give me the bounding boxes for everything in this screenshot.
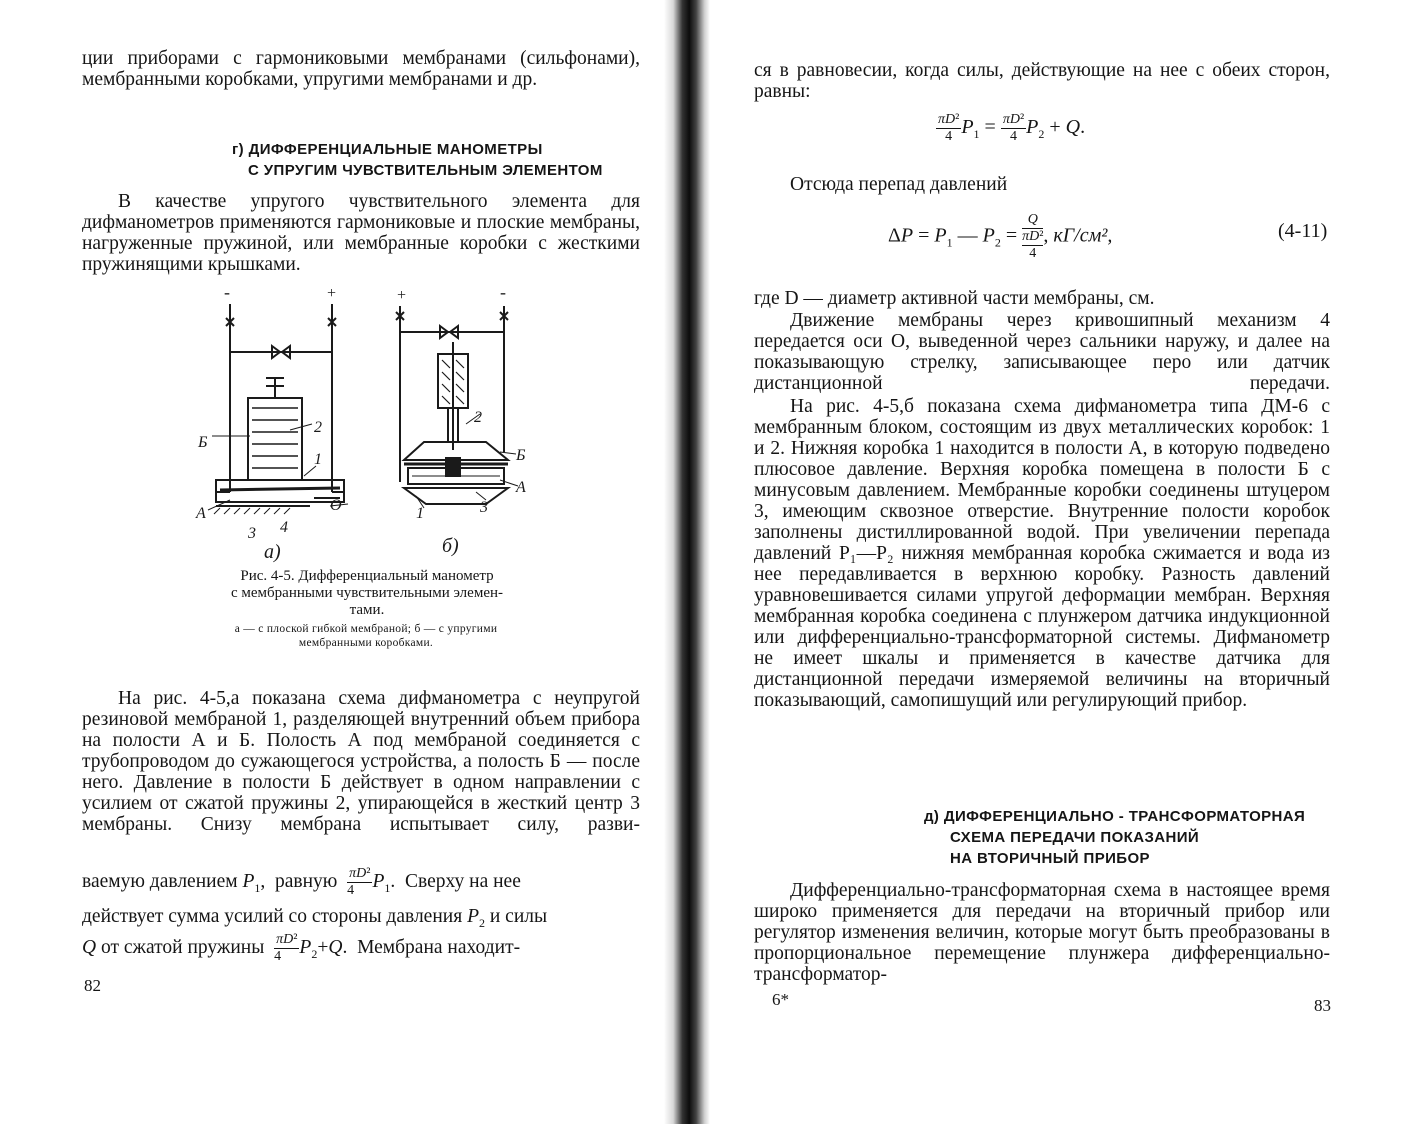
fig-a-label-3: 3 bbox=[248, 525, 256, 542]
fig-a-minus-sign: - bbox=[224, 282, 230, 302]
figure-subcaption-line1: а — с плоской гибкой мембраной; б — с упругими bbox=[234, 623, 498, 635]
equation-force-balance: $\frac{\text{πD²}}{4}$ $P_1$ = $\frac{\text{πD²}}{4}$ $P_2 + Q$. bbox=[938, 112, 1086, 144]
text-fragment: действует сумма усилий со стороны давления bbox=[82, 906, 463, 927]
section-d-heading-line2: СХЕМА ПЕРЕДАЧИ ПОКАЗАНИЙ bbox=[950, 829, 1200, 846]
figure-caption bbox=[170, 568, 564, 619]
fig-a-label-A: А bbox=[196, 505, 206, 522]
left-intro-text: ции приборами с гармониковыми мембранами (сильфонами), мембранными коробками, упругими мембранами и др. bbox=[82, 48, 640, 90]
fig-a-label-B: Б bbox=[198, 434, 208, 451]
fig-b-label-2: 2 bbox=[474, 409, 482, 426]
fig-a-plus-sign: + bbox=[326, 285, 337, 302]
fig-a-label-2: 2 bbox=[314, 419, 322, 436]
left-formula-line-b: действует сумма усилий со стороны давления $P_2$ и силы bbox=[82, 906, 548, 930]
left-formula-line-c: Q от сжатой пружины $\frac{\text{πD²}}{4}$ $P_2+Q$. Мембрана находит- bbox=[82, 932, 521, 964]
section-g-heading-line1: г) ДИФФЕРЕНЦИАЛЬНЫЕ МАНОМЕТРЫ bbox=[232, 141, 543, 158]
left-page bbox=[0, 0, 668, 1124]
figure-subcaption-line2: мембранными коробками. bbox=[298, 637, 434, 649]
fig-label-a: а) bbox=[264, 541, 281, 563]
signature-mark: 6* bbox=[772, 990, 789, 1009]
text-fragment: и силы bbox=[489, 906, 548, 927]
text-fragment: Сверху на нее bbox=[405, 870, 521, 892]
fig-label-b: б) bbox=[442, 535, 459, 557]
right-paragraph-2: На рис. 4-5,б показана схема дифманометра типа ДМ-6 с мембранным блоком, состоящим из двух металлических коробок: 1 и 2. Нижняя коробка 1 находится в полости А, в которую подведено плюсовое давление. Верхняя коробка помещена в полости Б с минусовым давлением. Мембранные коробки соединены штуцером 3, имеющим сквозное отверстие. Внутренние полости коробок заполнены дистиллированной водой. При увеличении перепада давлений P₁—P₂ нижняя мембранная коробка сжимается и вода из нее передавливается в верхнюю коробку. Разность давлений уравновешивается силами упругой деформации мембран. Верхняя мембранная коробка соединена с плунжером датчика индукционной или дифференциально-трансформаторной системы. Дифманометр не имеет шкалы и применяется в качестве датчика для дистанционной передачи измеряемой величины на вторичный показывающий, самопишущий или регулирующий прибор. bbox=[754, 396, 1330, 711]
fraction-piD2-over-4: $\frac{\text{πD²}}{4}$ bbox=[347, 866, 371, 898]
fig-b-label-B: Б bbox=[516, 447, 526, 464]
right-intro-text: ся в равновесии, когда силы, действующие на нее с обеих сторон, равны: bbox=[754, 60, 1330, 102]
equation-4-11: $\Delta P = P_1$ — $P_2$ = Q πD² 4 , кГ/см², bbox=[888, 212, 1113, 261]
fig-a-label-O: О bbox=[330, 497, 342, 514]
left-paragraph-1: В качестве упругого чувствительного элемента для дифманометров применяются гармониковые и плоские мембраны, нагруженные пружиной, или мембранные коробки с жесткими пружинящими крышками. bbox=[82, 191, 640, 275]
text-fragment: равную bbox=[275, 870, 338, 892]
left-paragraph-2: На рис. 4-5,а показана схема дифманометра с неупругой резиновой мембраной 1, разделяющей внутренний объем прибора на полости А и Б. Полость А под мембраной соединяется с трубопроводом до сужающегося устройства, а полость Б — после него. Давление в полости Б действует в одном направлении с усилием от сжатой пружины 2, упирающейся в жесткий центр 3 мембраны. Снизу мембрана испытывает силу, разви- bbox=[82, 688, 640, 835]
text-fragment: Мембрана находит- bbox=[357, 936, 521, 958]
fig-a-label-1: 1 bbox=[314, 451, 322, 468]
section-d-heading-line1: д) ДИФФЕРЕНЦИАЛЬНО - ТРАНСФОРМАТОРНАЯ bbox=[924, 808, 1306, 825]
page-number-right: 83 bbox=[1314, 996, 1331, 1015]
formula-units: кГ/см², bbox=[1053, 224, 1113, 247]
text-fragment: ваемую давлением bbox=[82, 870, 238, 892]
figure-caption-line3: тами. bbox=[349, 602, 385, 618]
section-g-heading-line2: С УПРУГИМ ЧУВСТВИТЕЛЬНЫМ ЭЛЕМЕНТОМ bbox=[248, 162, 603, 179]
page-number-left: 82 bbox=[84, 976, 101, 995]
right-page bbox=[700, 0, 1414, 1124]
section-d-heading-line3: НА ВТОРИЧНЫЙ ПРИБОР bbox=[950, 850, 1150, 867]
fig-b-label-A: А bbox=[516, 479, 526, 496]
fraction-piD2-over-4: $\frac{\text{πD²}}{4}$ bbox=[274, 932, 298, 964]
text-fragment: от сжатой пружины bbox=[100, 936, 265, 958]
right-paragraph-1: Движение мембраны через кривошипный механизм 4 передается оси О, выведенной через сальники наружу, и далее на показывающую стрелку, записывающее перо или датчик дистанционной передачи. bbox=[754, 310, 1330, 394]
figure-4-5 bbox=[190, 282, 540, 564]
left-formula-line-a: ваемую давлением $P_1$, равную $\frac{\text{πD²}}{4}$ $P_1$. Сверху на нее bbox=[82, 866, 521, 898]
right-paragraph-3: Дифференциально-трансформаторная схема в настоящее время широко применяется для передачи на вторичный прибор или регулятор изменения величин, которые могут быть преобразованы в пропорциональное перемещение плунжера дифференциально-трансформатор- bbox=[754, 880, 1330, 985]
fig-b-label-1: 1 bbox=[416, 505, 424, 522]
figure-caption-line1: Рис. 4-5. Дифференциальный манометр bbox=[240, 568, 494, 584]
equation-number: (4-11) bbox=[1278, 220, 1328, 242]
fig-b-label-3: 3 bbox=[480, 499, 488, 516]
figure-subcaption bbox=[180, 622, 552, 650]
figure-caption-line2: с мембранными чувствительными элемен- bbox=[231, 585, 503, 601]
fig-b-plus-sign: + bbox=[396, 287, 407, 304]
fig-b-minus-sign: - bbox=[500, 282, 506, 302]
right-otsyuda-text: Отсюда перепад давлений bbox=[790, 174, 1008, 195]
right-where-text: где D — диаметр активной части мембраны, см. bbox=[754, 288, 1155, 309]
fig-a-label-4: 4 bbox=[280, 519, 288, 536]
